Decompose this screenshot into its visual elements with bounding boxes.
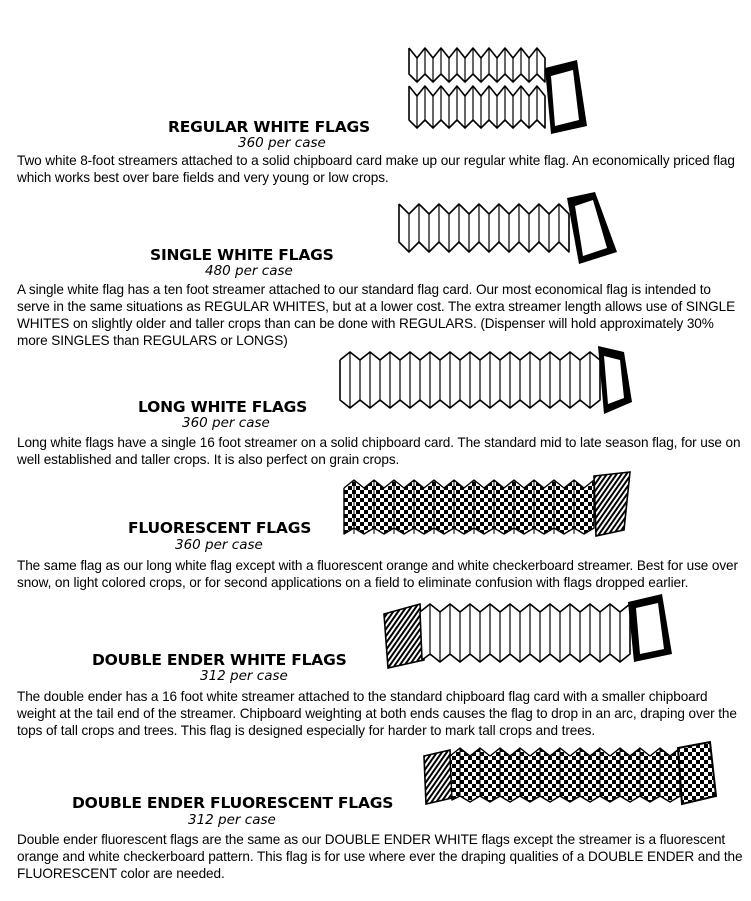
flag-illustration [340, 470, 635, 540]
flag-illustration [405, 42, 590, 137]
streamer [399, 204, 569, 252]
product-title: SINGLE WHITE FLAGS [150, 246, 334, 264]
product-title: DOUBLE ENDER WHITE FLAGS [92, 651, 347, 669]
product-title: FLUORESCENT FLAGS [128, 519, 312, 537]
double-ender-flag-drawing [380, 594, 680, 674]
product-description: A single white flag has a ten foot streamer attached to our standard flag card. Our most economical flag is intended to serve in the same situations as REGULAR WHITES, but at a lower cost. The extra streamer length allows use of SINGLE WHITES on slightly older and taller crops than can be done with REGULARS. (Dispenser will hold approximately 30% more SINGLES than REGULARS or LONGS) [17, 282, 736, 348]
product-description: Two white 8-foot streamers attached to a solid chipboard card make up our regular white flag. An economically priced flag which works best over bare fields and very young or low crops. [17, 153, 735, 185]
double-streamer-flag-drawing [405, 42, 590, 137]
flag-illustration [395, 190, 625, 270]
long-streamer-flag-drawing [336, 342, 636, 418]
lower-streamer [409, 86, 545, 128]
product-description: The double ender has a 16 foot white streamer attached to the standard chipboard flag card with a smaller chipboard weight at the tail end of the streamer. Chipboard weighting at both ends causes the flag to drop in an arc, draping over the tops of tall crops and trees. This flag is designed especially for harder to mark tall crops and trees. [17, 689, 737, 738]
chipboard-card [678, 742, 716, 804]
product-count: 360 per case [182, 415, 270, 431]
product-count: 360 per case [175, 537, 263, 553]
flag-illustration [420, 740, 720, 810]
tail-weight-card [424, 750, 452, 804]
upper-streamer [409, 48, 545, 82]
product-description: Long white flags have a single 16 foot streamer on a solid chipboard card. The standard mid to late season flag, for use on well established and taller crops. It is also perfect on grain crops. [17, 435, 741, 467]
product-title: DOUBLE ENDER FLUORESCENT FLAGS [72, 794, 394, 812]
checkerboard-double-ender-drawing [420, 740, 720, 810]
product-description: Double ender fluorescent flags are the same as our DOUBLE ENDER WHITE flags except the streamer is a fluorescent orange and white checkerboard pattern. This flag is for use where ever the draping qualities of a DOUBLE ENDER and the FLUORESCENT color are needed. [17, 832, 743, 881]
tail-weight-card [384, 604, 424, 668]
chipboard-card [594, 472, 630, 536]
checkerboard-flag-drawing [340, 470, 635, 540]
single-streamer-flag-drawing [395, 190, 625, 270]
product-count: 360 per case [238, 135, 326, 151]
flag-illustration [336, 342, 636, 418]
streamer [450, 748, 680, 802]
product-title: LONG WHITE FLAGS [138, 398, 308, 416]
product-title: REGULAR WHITE FLAGS [168, 118, 370, 136]
product-count: 312 per case [188, 812, 276, 828]
streamer [344, 480, 594, 534]
product-description: The same flag as our long white flag except with a fluorescent orange and white checkerboard streamer. Best for use over snow, on light colored crops, or for second applications on a field to eliminate confusion with flags dropped earlier. [17, 558, 738, 590]
product-count: 480 per case [205, 263, 293, 279]
streamer [420, 604, 630, 662]
flag-illustration [380, 594, 680, 674]
product-count: 312 per case [200, 668, 288, 684]
